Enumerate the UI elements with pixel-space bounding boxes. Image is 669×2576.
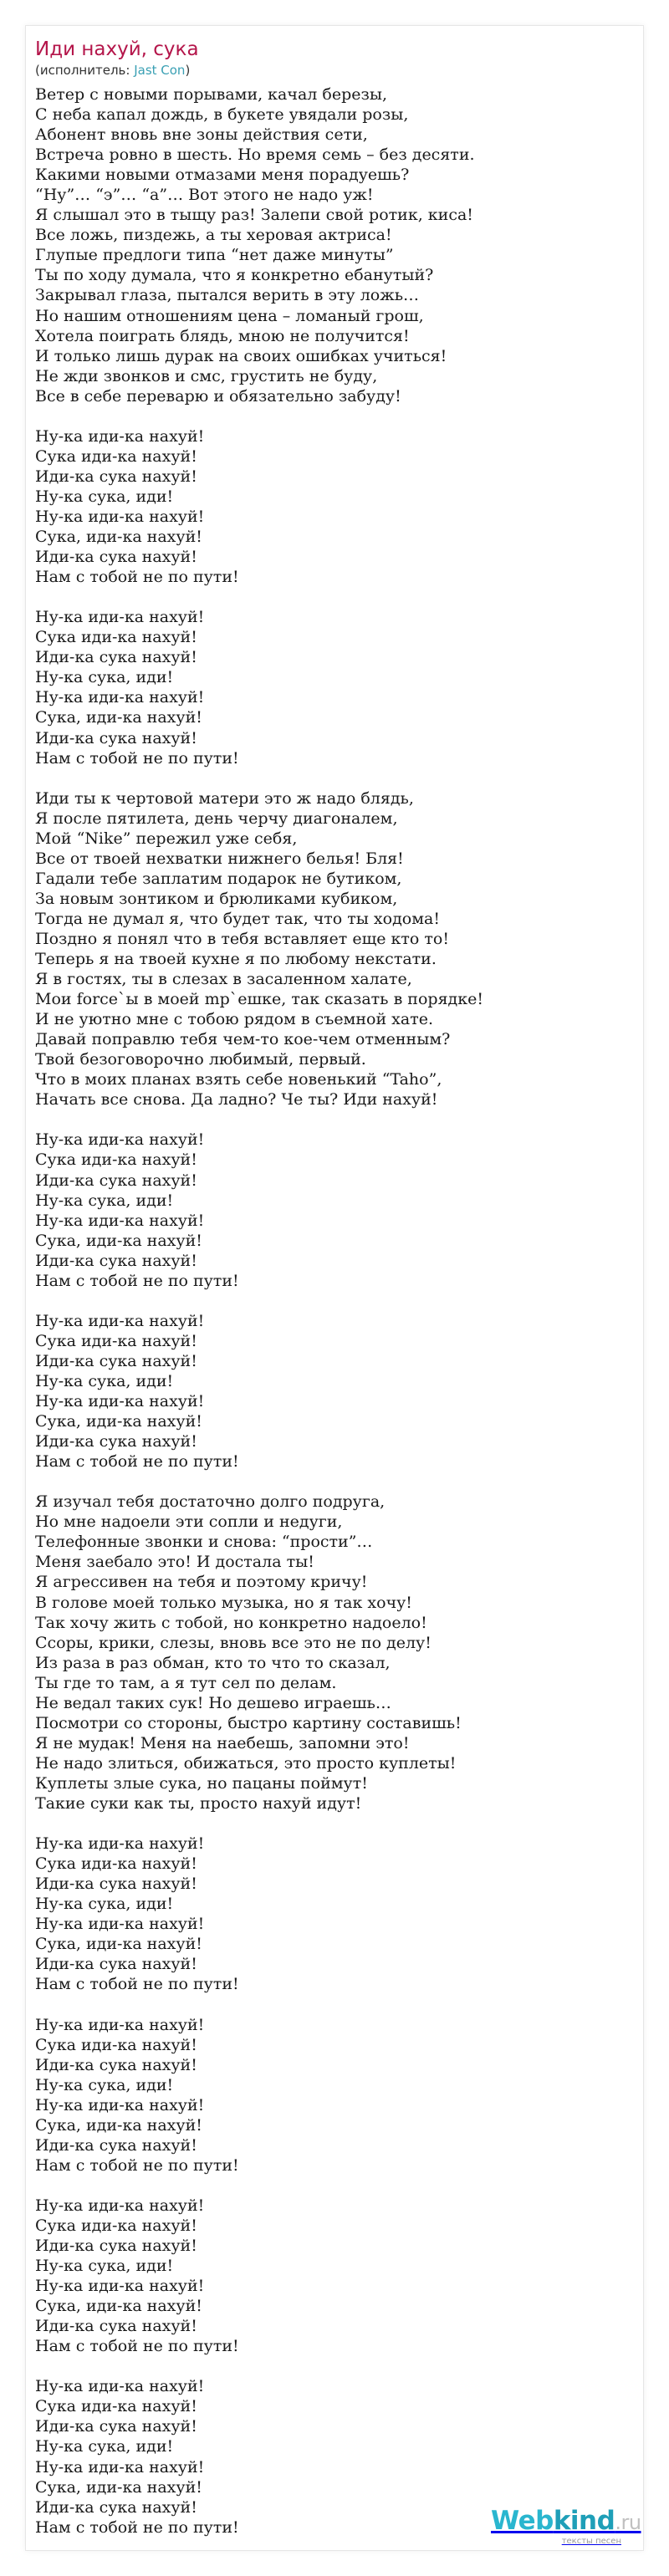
lyrics-line: Ветер с новыми порывами, качал березы, <box>35 85 387 104</box>
lyrics-line: Что в моих планах взять себе новенький “Tahо”, <box>35 1070 442 1089</box>
lyrics-stanza <box>35 607 633 768</box>
lyrics-line: Ты по ходу думала, что я конкретно ебанутый? <box>35 266 434 285</box>
lyrics-line: Посмотри со стороны, быстро картину составишь! <box>35 1713 462 1732</box>
lyrics-line: Твой безоговорочно любимый, первый. <box>35 1050 366 1069</box>
lyrics-line: Ну-ка иди-ка нахуй! <box>35 507 205 526</box>
logo-wordmark <box>491 2506 641 2537</box>
lyrics-line: Иди-ка сука нахуй! <box>35 1251 197 1270</box>
lyrics-line: Нам с тобой не по пути! <box>35 1975 239 1994</box>
lyrics-line: Нам с тобой не по пути! <box>35 1271 239 1290</box>
artist-link[interactable]: Jast Con <box>134 63 186 78</box>
lyrics-line: За новым зонтиком и брюликами кубиком, <box>35 889 398 908</box>
lyrics-line: Но нашим отношениям цена – ломаный грош, <box>35 306 424 325</box>
lyrics-line: Ну-ка иди-ка нахуй! <box>35 1392 205 1411</box>
lyrics-line: Ну-ка иди-ка нахуй! <box>35 2457 205 2477</box>
lyrics-line: Ну-ка иди-ка нахуй! <box>35 2196 205 2215</box>
song-title: Иди нахуй, сука <box>35 38 199 60</box>
lyrics-stanza <box>35 2015 633 2176</box>
lyrics-line: Встреча ровно в шесть. Но время семь – без десяти. <box>35 145 475 165</box>
lyrics-line: “Ну”… “э”… “а”… Вот этого не надо уж! <box>35 186 374 205</box>
lyrics-page <box>25 25 644 2551</box>
lyrics-line: Хотела поиграть блядь, мною не получится! <box>35 326 410 345</box>
lyrics-line: Ну-ка сука, иди! <box>35 1895 174 1914</box>
lyrics-line: Я агрессивен на тебя и поэтому кричу! <box>35 1573 368 1592</box>
lyrics-line: Не надо злиться, обижаться, это просто куплеты! <box>35 1753 457 1773</box>
lyrics-line: Иди-ка сука нахуй! <box>35 467 197 486</box>
lyrics-line: Иди-ка сука нахуй! <box>35 1955 197 1974</box>
lyrics-line: Ну-ка сука, иди! <box>35 2437 174 2456</box>
lyrics-line: Сука, иди-ка нахуй! <box>35 2115 202 2135</box>
lyrics-stanza <box>35 1311 633 1472</box>
lyrics-stanza <box>35 2196 633 2356</box>
lyrics-line: Такие суки как ты, просто нахуй идут! <box>35 1793 362 1813</box>
lyrics-line: Нам с тобой не по пути! <box>35 1452 239 1472</box>
lyrics-line: Все ложь, пиздежь, а ты херовая актриса! <box>35 226 392 245</box>
lyrics-line: Гадали тебе заплатим подарок не бутиком, <box>35 869 402 888</box>
lyrics-line: Абонент вновь вне зоны действия сети, <box>35 125 368 145</box>
lyrics-line: Ну-ка иди-ка нахуй! <box>35 1311 205 1330</box>
lyrics-line: Я изучал тебя достаточно долго подруга, <box>35 1492 386 1512</box>
lyrics-line: Ты где то там, а я тут сел по делам. <box>35 1673 337 1692</box>
lyrics-line: Нам с тобой не по пути! <box>35 2337 239 2356</box>
lyrics-line: Иди-ка сука нахуй! <box>35 2497 197 2517</box>
lyrics-line: Так хочу жить с тобой, но конкретно надоело! <box>35 1613 427 1632</box>
lyrics-line: Ну-ка сука, иди! <box>35 2075 174 2094</box>
lyrics-line: Не ведал таких сук! Но дешево играешь… <box>35 1693 391 1712</box>
lyrics-line: Иди-ка сука нахуй! <box>35 1171 197 1190</box>
lyrics-line: Иди-ка сука нахуй! <box>35 2237 197 2256</box>
lyrics-line: Я слышал это в тыщу раз! Залепи свой ротик, киса! <box>35 206 473 225</box>
webkind-logo[interactable] <box>491 2506 641 2548</box>
lyrics-line: Куплеты злые сука, но пацаны поймут! <box>35 1773 368 1793</box>
lyrics-line: Сука иди-ка нахуй! <box>35 446 197 466</box>
lyrics-line: Сука иди-ка нахуй! <box>35 1150 197 1170</box>
lyrics-line: Не жди звонков и смс, грустить не буду, <box>35 366 378 385</box>
lyrics-line: Ну-ка иди-ка нахуй! <box>35 608 205 627</box>
lyrics-line: Ссоры, крики, слезы, вновь все это не по делу! <box>35 1633 432 1652</box>
lyrics-line: Но мне надоели эти сопли и недуги, <box>35 1512 343 1532</box>
lyrics-line: Глупые предлоги типа “нет даже минуты” <box>35 246 394 265</box>
lyrics-line: Начать все снова. Да ладно? Че ты? Иди нахуй! <box>35 1090 438 1109</box>
lyrics-line: Сука иди-ка нахуй! <box>35 2216 197 2235</box>
lyrics-line: Сука иди-ка нахуй! <box>35 628 197 647</box>
lyrics-line: Все в себе переварю и обязательно забуду! <box>35 386 401 406</box>
lyrics-line: Ну-ка сука, иди! <box>35 1372 174 1390</box>
lyrics-line: Из раза в раз обман, кто то что то сказал, <box>35 1653 391 1672</box>
lyrics-line: Ну-ка иди-ка нахуй! <box>35 688 205 707</box>
lyrics-line: Ну-ка иди-ка нахуй! <box>35 2277 205 2296</box>
lyrics-line: Иди ты к чертовой матери это ж надо блядь, <box>35 788 414 808</box>
lyrics-line: Ну-ка сука, иди! <box>35 487 174 506</box>
lyrics-line: Сука иди-ка нахуй! <box>35 2397 197 2416</box>
logo-tagline: тексты песен <box>561 2537 621 2546</box>
lyrics-line: Сука иди-ка нахуй! <box>35 1331 197 1350</box>
lyrics-line: Ну-ка иди-ка нахуй! <box>35 2095 205 2114</box>
lyrics-line: Иди-ка сука нахуй! <box>35 2417 197 2436</box>
lyrics-line: Давай поправлю тебя чем-то кое-чем отменным? <box>35 1030 451 1049</box>
lyrics-line: Иди-ка сука нахуй! <box>35 1875 197 1894</box>
lyrics-line: Ну-ка сука, иди! <box>35 668 174 687</box>
logo-part-web: Web <box>491 2506 554 2536</box>
lyrics-line: Я не мудак! Меня на наебешь, запомни это! <box>35 1733 410 1752</box>
lyrics-line: Ну-ка иди-ка нахуй! <box>35 2015 205 2034</box>
lyrics-stanza <box>35 426 633 587</box>
lyrics-line: Ну-ка иди-ка нахуй! <box>35 1834 205 1854</box>
lyrics-line: Иди-ка сука нахуй! <box>35 1432 197 1451</box>
lyrics-line: Сука иди-ка нахуй! <box>35 2035 197 2054</box>
lyrics-line: Иди-ка сука нахуй! <box>35 2055 197 2074</box>
lyrics-line: Сука, иди-ка нахуй! <box>35 1231 202 1250</box>
logo-part-kind: kind <box>553 2506 615 2536</box>
lyrics-line: Иди-ка сука нахуй! <box>35 2135 197 2155</box>
lyrics-body <box>35 84 633 2538</box>
lyrics-line: Иди-ка сука нахуй! <box>35 2317 197 2336</box>
lyrics-line: И не уютно мне с тобою рядом в съемной хате. <box>35 1010 433 1029</box>
lyrics-stanza <box>35 1834 633 1994</box>
song-header <box>35 38 199 78</box>
lyrics-line: Сука, иди-ка нахуй! <box>35 1935 202 1954</box>
lyrics-line: Ну-ка иди-ка нахуй! <box>35 1915 205 1934</box>
lyrics-line: Иди-ка сука нахуй! <box>35 548 197 567</box>
lyrics-line: Сука иди-ка нахуй! <box>35 1854 197 1874</box>
artist-suffix: ) <box>185 63 191 78</box>
lyrics-line: Сука, иди-ка нахуй! <box>35 708 202 727</box>
lyrics-line: Иди-ка сука нахуй! <box>35 1351 197 1370</box>
lyrics-line: Нам с тобой не по пути! <box>35 748 239 768</box>
lyrics-line: Ну-ка иди-ка нахуй! <box>35 426 205 446</box>
lyrics-line: Иди-ка сука нахуй! <box>35 648 197 667</box>
lyrics-line: Все от твоей нехватки нижнего белья! Бля! <box>35 849 404 868</box>
lyrics-line: Поздно я понял что в тебя вставляет еще кто то! <box>35 929 449 948</box>
lyrics-line: Нам с тобой не по пути! <box>35 568 239 587</box>
lyrics-line: Тогда не думал я, что будет так, что ты ходома! <box>35 909 440 928</box>
lyrics-line: Ну-ка иди-ка нахуй! <box>35 1211 205 1230</box>
lyrics-line: Ну-ка сука, иди! <box>35 2257 174 2276</box>
lyrics-stanza <box>35 1130 633 1290</box>
lyrics-line: Сука, иди-ка нахуй! <box>35 2477 202 2497</box>
lyrics-line: Сука, иди-ка нахуй! <box>35 2297 202 2316</box>
lyrics-line: Какими новыми отмазами меня порадуешь? <box>35 166 410 185</box>
lyrics-line: Телефонные звонки и снова: “прости”… <box>35 1533 373 1552</box>
lyrics-stanza <box>35 1492 633 1813</box>
lyrics-line: Сука, иди-ка нахуй! <box>35 1412 202 1431</box>
lyrics-line: Ну-ка сука, иди! <box>35 1191 174 1210</box>
lyrics-line: Я в гостях, ты в слезах в засаленном халате, <box>35 970 412 989</box>
artist-prefix: (исполнитель: <box>35 63 135 78</box>
lyrics-line: Нам с тобой не по пути! <box>35 2155 239 2175</box>
lyrics-line: Мои force`ы в моей mp`ешке, так сказать в порядке! <box>35 990 484 1009</box>
lyrics-line: Я после пятилета, день черчу диагоналем, <box>35 809 398 828</box>
lyrics-line: Теперь я на твоей кухне я по любому некстати. <box>35 950 437 969</box>
logo-tld: .ru <box>615 2511 641 2534</box>
lyrics-line: Ну-ка иди-ка нахуй! <box>35 2377 205 2396</box>
lyrics-line: С неба капал дождь, в букете увядали розы, <box>35 105 409 125</box>
lyrics-line: Меня заебало это! И достала ты! <box>35 1553 314 1572</box>
lyrics-stanza <box>35 84 633 406</box>
artist-line <box>35 63 199 78</box>
lyrics-line: Нам с тобой не по пути! <box>35 2517 239 2537</box>
lyrics-line: Иди-ка сука нахуй! <box>35 728 197 747</box>
lyrics-line: Закрывал глаза, пытался верить в эту ложь… <box>35 286 420 305</box>
lyrics-line: В голове моей только музыка, но я так хочу! <box>35 1593 412 1612</box>
lyrics-stanza <box>35 788 633 1110</box>
lyrics-line: Мой “Nike” пережил уже себя, <box>35 829 298 848</box>
lyrics-line: Ну-ка иди-ка нахуй! <box>35 1130 205 1150</box>
lyrics-line: И только лишь дурак на своих ошибках учиться! <box>35 346 447 365</box>
lyrics-line: Сука, иди-ка нахуй! <box>35 528 202 547</box>
